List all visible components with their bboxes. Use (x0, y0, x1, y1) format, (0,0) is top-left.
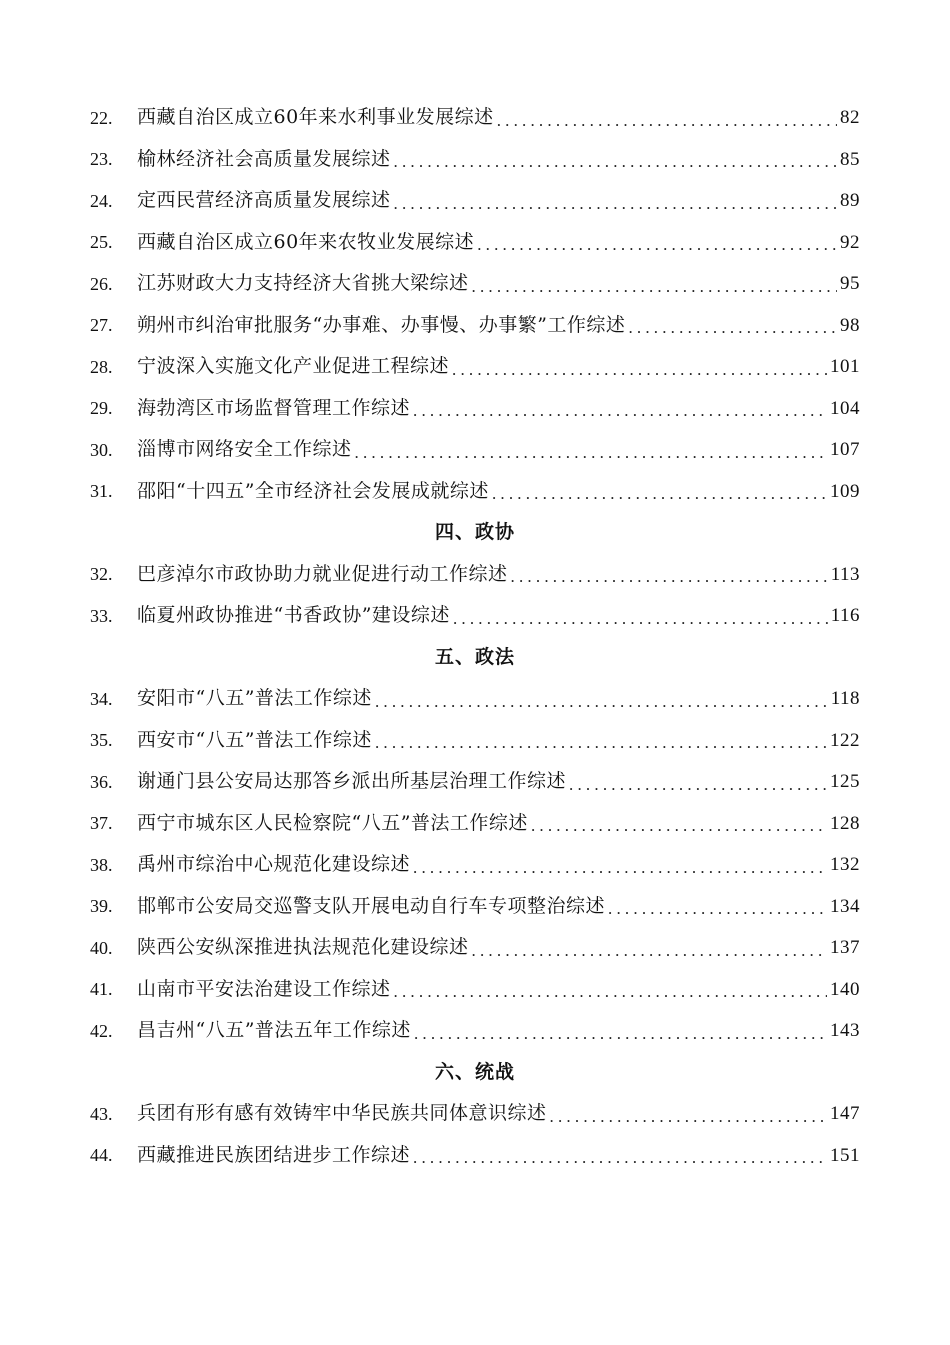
entry-number: 34. (90, 688, 113, 709)
entry-page-number: 116 (830, 605, 860, 627)
dot-leader (550, 1108, 827, 1135)
section-heading: 六、统战 (434, 1060, 515, 1083)
dot-leader (394, 195, 837, 222)
entry-page-number: 122 (830, 729, 860, 751)
entry-page-number: 107 (830, 439, 860, 461)
entry-title: 西藏自治区成立60年来农牧业发展综述 (137, 230, 475, 253)
entry-number: 38. (90, 854, 113, 875)
toc-entry (90, 429, 860, 471)
entry-page-number: 151 (830, 1144, 860, 1166)
dot-leader (394, 983, 827, 1010)
entry-page-number: 128 (830, 812, 860, 834)
entry-number: 39. (90, 896, 113, 917)
entry-page-number: 82 (840, 107, 860, 129)
table-of-contents (90, 97, 860, 1176)
dot-leader (511, 568, 828, 595)
entry-page-number: 89 (840, 190, 860, 212)
toc-entry (90, 1135, 860, 1177)
entry-title: 邵阳“十四五”全市经济社会发展成就综述 (137, 479, 489, 502)
toc-entry (90, 969, 860, 1011)
dot-leader (472, 942, 827, 969)
dot-leader (413, 402, 827, 429)
dot-leader (355, 444, 827, 471)
entry-title: 榆林经济社会高质量发展综述 (137, 147, 391, 170)
dot-leader (452, 361, 827, 388)
entry-title: 西宁市城东区人民检察院“八五”普法工作综述 (137, 811, 528, 834)
toc-entry (90, 139, 860, 181)
toc-entry (90, 720, 860, 762)
entry-number: 35. (90, 730, 113, 751)
entry-page-number: 101 (830, 356, 860, 378)
entry-title: 谢通门县公安局达那答乡派出所基层治理工作综述 (137, 770, 567, 793)
dot-leader (492, 485, 827, 512)
entry-title: 兵团有形有感有效铸牢中华民族共同体意识综述 (137, 1102, 547, 1125)
entry-page-number: 137 (830, 937, 860, 959)
entry-number: 37. (90, 813, 113, 834)
entry-page-number: 134 (830, 895, 860, 917)
entry-title: 西安市“八五”普法工作综述 (137, 728, 372, 751)
entry-number: 24. (90, 190, 113, 211)
dot-leader (628, 319, 837, 346)
entry-title: 淄博市网络安全工作综述 (137, 438, 352, 461)
dot-leader (413, 859, 827, 886)
section-heading: 四、政协 (434, 521, 515, 544)
entry-page-number: 109 (830, 480, 860, 502)
toc-entry (90, 1010, 860, 1052)
entry-number: 42. (90, 1020, 113, 1041)
dot-leader (414, 1025, 827, 1052)
entry-title: 巴彦淖尔市政协助力就业促进行动工作综述 (137, 562, 508, 585)
entry-page-number: 104 (830, 397, 860, 419)
entry-page-number: 98 (840, 314, 860, 336)
dot-leader (394, 153, 837, 180)
dot-leader (413, 1149, 827, 1176)
toc-entry (90, 388, 860, 430)
entry-number: 32. (90, 564, 113, 585)
entry-title: 朔州市纠治审批服务“办事难、办事慢、办事繁”工作综述 (137, 313, 626, 336)
toc-entry (90, 1093, 860, 1135)
entry-title: 海勃湾区市场监督管理工作综述 (137, 396, 411, 419)
dot-leader (497, 112, 837, 139)
entry-number: 28. (90, 356, 113, 377)
entry-title: 安阳市“八五”普法工作综述 (137, 687, 372, 710)
dot-leader (472, 278, 837, 305)
toc-entry (90, 595, 860, 637)
toc-entry (90, 803, 860, 845)
entry-number: 31. (90, 481, 113, 502)
dot-leader (477, 236, 837, 263)
toc-entry (90, 886, 860, 928)
entry-title: 山南市平安法治建设工作综述 (137, 977, 391, 1000)
toc-entry (90, 554, 860, 596)
entry-title: 西藏自治区成立60年来水利事业发展综述 (137, 106, 494, 129)
entry-number: 27. (90, 315, 113, 336)
entry-title: 昌吉州“八五”普法五年工作综述 (137, 1019, 411, 1042)
toc-entry (90, 471, 860, 513)
entry-number: 33. (90, 605, 113, 626)
entry-page-number: 132 (830, 854, 860, 876)
entry-page-number: 92 (840, 231, 860, 253)
dot-leader (531, 817, 827, 844)
toc-entry (90, 927, 860, 969)
toc-entry (90, 180, 860, 222)
dot-leader (375, 734, 827, 761)
entry-number: 25. (90, 232, 113, 253)
toc-entry (90, 346, 860, 388)
entry-page-number: 147 (830, 1103, 860, 1125)
section-heading: 五、政法 (434, 645, 515, 668)
toc-entry (90, 305, 860, 347)
entry-page-number: 118 (830, 688, 860, 710)
entry-number: 29. (90, 398, 113, 419)
toc-entry (90, 761, 860, 803)
toc-entry (90, 222, 860, 264)
entry-number: 22. (90, 107, 113, 128)
dot-leader (375, 693, 828, 720)
entry-page-number: 143 (830, 1020, 860, 1042)
entry-page-number: 140 (830, 978, 860, 1000)
toc-entry (90, 678, 860, 720)
entry-title: 临夏州政协推进“书香政协”建设综述 (137, 604, 450, 627)
toc-entry (90, 844, 860, 886)
entry-title: 陕西公安纵深推进执法规范化建设综述 (137, 936, 469, 959)
entry-number: 40. (90, 937, 113, 958)
entry-title: 定西民营经济高质量发展综述 (137, 189, 391, 212)
toc-entry (90, 97, 860, 139)
toc-entry (90, 263, 860, 305)
entry-title: 宁波深入实施文化产业促进工程综述 (137, 355, 450, 378)
entry-number: 23. (90, 149, 113, 170)
entry-title: 禹州市综治中心规范化建设综述 (137, 853, 411, 876)
entry-title: 西藏推进民族团结进步工作综述 (137, 1143, 411, 1166)
entry-page-number: 95 (840, 273, 860, 295)
entry-number: 44. (90, 1145, 113, 1166)
entry-page-number: 113 (830, 563, 860, 585)
entry-title: 邯郸市公安局交巡警支队开展电动自行车专项整治综述 (137, 894, 606, 917)
dot-leader (569, 776, 827, 803)
entry-number: 30. (90, 439, 113, 460)
dot-leader (453, 610, 828, 637)
entry-number: 43. (90, 1103, 113, 1124)
entry-number: 26. (90, 273, 113, 294)
entry-number: 41. (90, 979, 113, 1000)
dot-leader (608, 900, 827, 927)
entry-number: 36. (90, 771, 113, 792)
entry-page-number: 85 (840, 148, 860, 170)
entry-title: 江苏财政大力支持经济大省挑大梁综述 (137, 272, 469, 295)
entry-page-number: 125 (830, 771, 860, 793)
